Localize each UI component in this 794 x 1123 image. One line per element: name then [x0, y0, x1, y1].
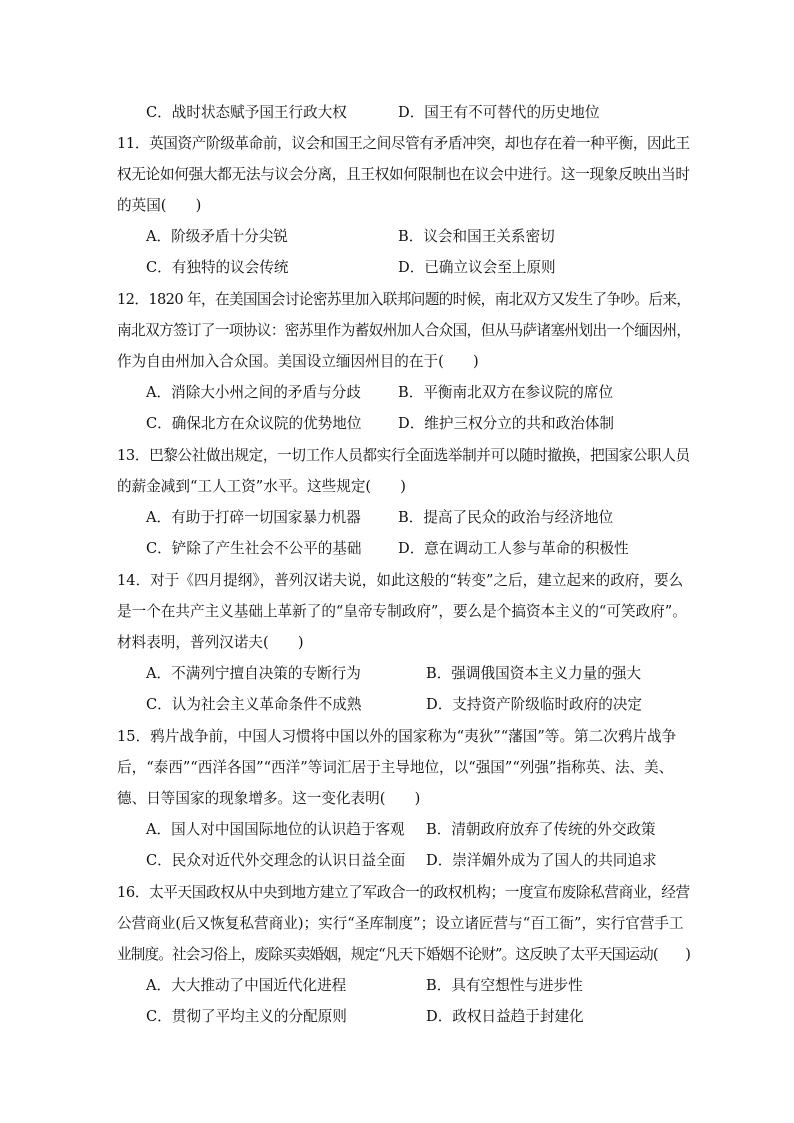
q15-option-c: C．民众对近代外交理念的认识日益全面 [146, 852, 406, 869]
q16-option-a: A．大大推动了中国近代化进程 [146, 977, 347, 994]
q10-option-d: D．国王有不可替代的历史地位 [398, 104, 600, 121]
q13-option-a: A．有助于打碎一切国家暴力机器 [146, 509, 361, 526]
q14-option-b: B．强调俄国资本主义力量的强大 [426, 665, 642, 682]
q16-stem-line-3: 业制度。社会习俗上，废除买卖婚姻，规定“凡天下婚姻不论财”。这反映了太平天国运动( ) [117, 946, 691, 963]
q13-option-d: D．意在调动工人参与革命的积极性 [398, 540, 629, 557]
q16-option-b: B．具有空想性与进步性 [426, 977, 583, 994]
q16-option-c: C．贯彻了平均主义的分配原则 [146, 1008, 347, 1025]
q12-stem-line-3: 作为自由州加入合众国。美国设立缅因州目的在于( ) [117, 353, 479, 370]
q11-option-d: D．已确立议会至上原则 [398, 259, 556, 276]
q14-stem-line-1: 14．对于《四月提纲》，普列汉诺夫说，如此这般的“转变”之后，建立起来的政府，要么 [117, 572, 684, 589]
q13-option-c: C．铲除了产生社会不公平的基础 [146, 540, 362, 557]
q12-option-b: B．平衡南北双方在参议院的席位 [398, 384, 614, 401]
q15-option-a: A．国人对中国国际地位的认识趋于客观 [146, 821, 405, 838]
q15-stem-line-1: 15．鸦片战争前，中国人习惯将中国以外的国家称为“夷狄”“藩国”等。第二次鸦片战争 [117, 728, 677, 745]
q14-stem-line-2: 是一个在共产主义基础上革新了的“皇帝专制政府”，要么是个搞资本主义的“可笑政府”。 [117, 603, 687, 620]
q11-option-c: C．有独特的议会传统 [146, 259, 289, 276]
q11-stem-line-1: 11．英国资产阶级革命前，议会和国王之间尽管有矛盾冲突，却也存在着一种平衡，因此王 [117, 135, 690, 152]
q10-option-c: C．战时状态赋予国王行政大权 [146, 104, 347, 121]
q11-option-b: B．议会和国王关系密切 [398, 228, 555, 245]
q15-stem-line-3: 德、日等国家的现象增多。这一变化表明( ) [117, 790, 421, 807]
q11-option-a: A．阶级矛盾十分尖锐 [146, 228, 288, 245]
q14-option-c: C．认为社会主义革命条件不成熟 [146, 696, 362, 713]
q12-stem-line-2: 南北双方签订了一项协议：密苏里作为蓄奴州加人合众国，但从马萨诸塞州划出一个缅因州， [117, 322, 691, 339]
q16-stem-line-2: 公营商业(后又恢复私营商业)；实行“圣库制度”；设立诸匠营与“百工衙”，实行官营手工 [117, 915, 684, 932]
q15-option-b: B．清朝政府放弃了传统的外交政策 [426, 821, 656, 838]
q15-stem-line-2: 后，“泰西”“西洋各国”“西洋”等词汇居于主导地位，以“强国”“列强”指称英、法、美、 [117, 759, 674, 776]
q13-stem-line-1: 13．巴黎公社做出规定，一切工作人员都实行全面选举制并可以随时撤换，把国家公职人员 [117, 447, 690, 464]
q14-option-a: A．不满列宁擅自决策的专断行为 [146, 665, 361, 682]
q13-stem-line-2: 的薪金减到“工人工资”水平。这些规定( ) [117, 478, 406, 495]
q14-option-d: D．支持资产阶级临时政府的决定 [426, 696, 643, 713]
q15-option-d: D．崇洋媚外成为了国人的共同追求 [426, 852, 657, 869]
q11-stem-line-3: 的英国( ) [117, 197, 202, 214]
q12-option-c: C．确保北方在众议院的优势地位 [146, 415, 362, 432]
q13-option-b: B．提高了民众的政治与经济地位 [398, 509, 614, 526]
q11-stem-line-2: 权无论如何强大都无法与议会分离，且王权如何限制也在议会中进行。这一现象反映出当时 [117, 166, 690, 183]
q12-stem-line-1: 12．1820 年，在美国国会讨论密苏里加入联邦问题的时候，南北双方又发生了争吵。后来， [117, 291, 691, 308]
q12-option-a: A．消除大小州之间的矛盾与分歧 [146, 384, 361, 401]
q12-option-d: D．维护三权分立的共和政治体制 [398, 415, 615, 432]
q14-stem-line-3: 材料表明，普列汉诺夫( ) [117, 634, 304, 651]
q16-option-d: D．政权日益趋于封建化 [426, 1008, 584, 1025]
q16-stem-line-1: 16．太平天国政权从中央到地方建立了军政合一的政权机构；一度宣布废除私营商业，经营 [117, 884, 690, 901]
